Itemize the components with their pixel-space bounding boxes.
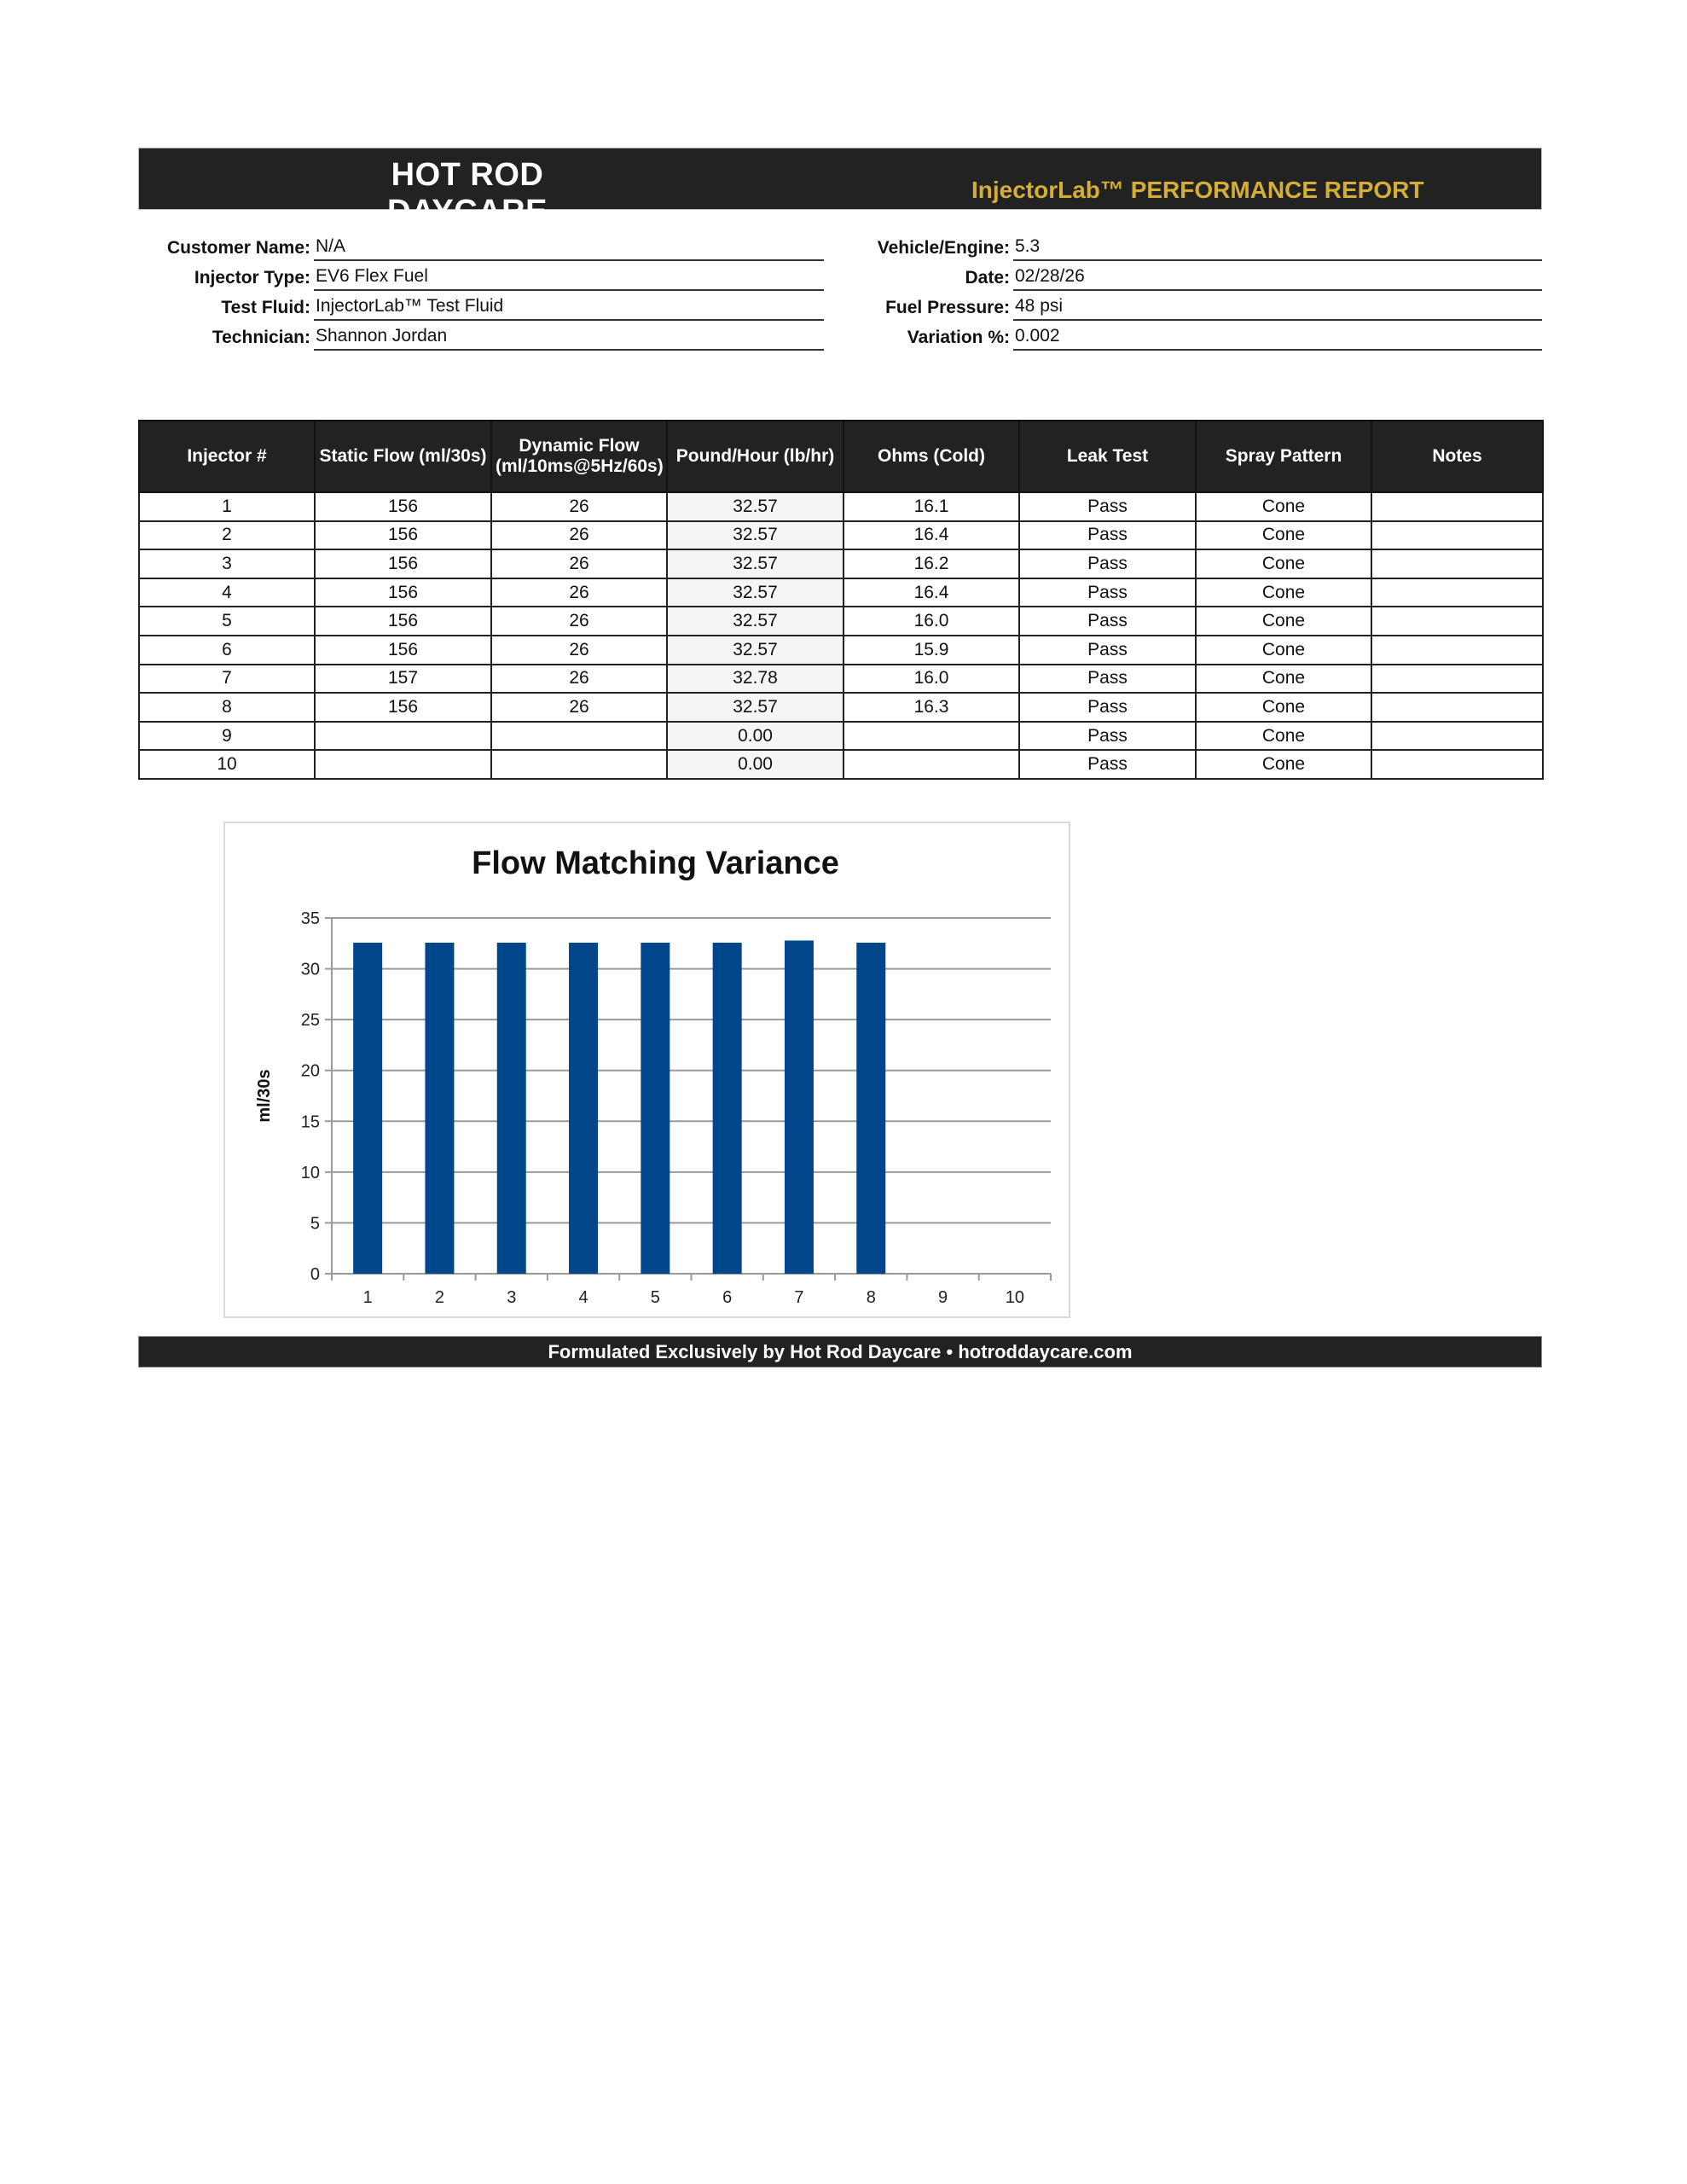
cell-dynamic-flow	[491, 722, 667, 751]
cell-injector: 4	[139, 578, 315, 607]
info-date	[831, 262, 1542, 291]
table-row	[139, 521, 1543, 550]
cell-ohms: 15.9	[844, 636, 1019, 665]
info-label: Injector Type:	[194, 268, 310, 288]
footer-bar: Formulated Exclusively by Hot Rod Daycare • hotroddaycare.com	[138, 1336, 1542, 1368]
cell-injector: 2	[139, 521, 315, 550]
table-header-row	[139, 421, 1543, 492]
table-row	[139, 665, 1543, 694]
cell-leak-test: Pass	[1019, 750, 1196, 779]
cell-ohms	[844, 750, 1019, 779]
cell-spray-pattern: Cone	[1196, 665, 1371, 694]
y-tick-label: 25	[300, 1011, 320, 1031]
cell-pound-hour: 0.00	[667, 750, 844, 779]
cell-spray-pattern: Cone	[1196, 693, 1371, 722]
cell-dynamic-flow: 26	[491, 636, 667, 665]
info-vehicle-engine	[831, 232, 1542, 261]
cell-spray-pattern: Cone	[1196, 722, 1371, 751]
cell-notes	[1371, 492, 1543, 521]
y-tick-label: 20	[300, 1061, 320, 1081]
x-tick-label: 2	[434, 1288, 445, 1307]
cell-leak-test: Pass	[1019, 693, 1196, 722]
column-header-ohms: Ohms (Cold)	[844, 421, 1019, 492]
cell-leak-test: Pass	[1019, 636, 1196, 665]
cell-spray-pattern: Cone	[1196, 549, 1371, 578]
y-tick-label: 10	[300, 1163, 320, 1182]
cell-ohms: 16.0	[844, 607, 1019, 636]
cell-pound-hour: 32.57	[667, 693, 844, 722]
cell-injector: 6	[139, 636, 315, 665]
injector-results-table	[138, 420, 1544, 780]
info-label: Test Fluid:	[221, 298, 310, 317]
cell-leak-test: Pass	[1019, 492, 1196, 521]
cell-static-flow: 156	[315, 607, 491, 636]
bar	[856, 943, 885, 1274]
cell-notes	[1371, 693, 1543, 722]
cell-notes	[1371, 578, 1543, 607]
info-value: 0.002	[1013, 323, 1542, 351]
cell-leak-test: Pass	[1019, 521, 1196, 550]
cell-injector: 3	[139, 549, 315, 578]
cell-leak-test: Pass	[1019, 722, 1196, 751]
info-value: 48 psi	[1013, 293, 1542, 321]
cell-static-flow	[315, 750, 491, 779]
cell-pound-hour: 32.57	[667, 492, 844, 521]
cell-dynamic-flow: 26	[491, 549, 667, 578]
table-body	[139, 492, 1543, 779]
column-header-dynamic-flow: Dynamic Flow (ml/10ms@5Hz/60s)	[491, 421, 667, 492]
cell-static-flow: 156	[315, 492, 491, 521]
y-tick-label: 0	[310, 1265, 320, 1284]
cell-injector: 1	[139, 492, 315, 521]
cell-dynamic-flow	[491, 750, 667, 779]
x-tick-label: 7	[794, 1288, 804, 1307]
bar	[641, 943, 670, 1274]
cell-ohms: 16.3	[844, 693, 1019, 722]
cell-spray-pattern: Cone	[1196, 750, 1371, 779]
bar	[497, 943, 526, 1274]
cell-leak-test: Pass	[1019, 607, 1196, 636]
info-variation	[831, 322, 1542, 351]
info-injector-type	[138, 262, 824, 291]
info-customer-name	[138, 232, 824, 261]
cell-ohms: 16.2	[844, 549, 1019, 578]
table-row	[139, 693, 1543, 722]
report-header-bar	[138, 148, 1542, 229]
column-header-notes: Notes	[1371, 421, 1543, 492]
company-name: HOT ROD DAYCARE	[387, 157, 548, 229]
x-tick-label: 4	[578, 1288, 588, 1307]
cell-leak-test: Pass	[1019, 665, 1196, 694]
cell-spray-pattern: Cone	[1196, 578, 1371, 607]
cell-dynamic-flow: 26	[491, 521, 667, 550]
cell-static-flow: 157	[315, 665, 491, 694]
cell-injector: 9	[139, 722, 315, 751]
y-tick-label: 15	[300, 1112, 320, 1132]
cell-notes	[1371, 636, 1543, 665]
cell-spray-pattern: Cone	[1196, 636, 1371, 665]
cell-pound-hour: 32.78	[667, 665, 844, 694]
cell-pound-hour: 32.57	[667, 636, 844, 665]
cell-injector: 5	[139, 607, 315, 636]
cell-pound-hour: 32.57	[667, 607, 844, 636]
y-axis-label: ml/30s	[255, 1069, 274, 1123]
column-header-leak-test: Leak Test	[1019, 421, 1196, 492]
cell-dynamic-flow: 26	[491, 693, 667, 722]
cell-injector: 10	[139, 750, 315, 779]
cell-pound-hour: 32.57	[667, 549, 844, 578]
info-label: Date:	[965, 268, 1010, 288]
report-title: InjectorLab™ PERFORMANCE REPORT	[971, 177, 1424, 203]
cell-injector: 8	[139, 693, 315, 722]
bar	[713, 943, 742, 1274]
bar	[353, 943, 382, 1274]
table-row	[139, 549, 1543, 578]
column-header-injector: Injector #	[139, 421, 315, 492]
cell-notes	[1371, 665, 1543, 694]
cell-leak-test: Pass	[1019, 578, 1196, 607]
cell-notes	[1371, 750, 1543, 779]
bar	[569, 943, 598, 1274]
y-tick-label: 5	[310, 1214, 320, 1234]
info-label: Technician:	[212, 328, 310, 347]
cell-leak-test: Pass	[1019, 549, 1196, 578]
info-value: EV6 Flex Fuel	[314, 264, 824, 291]
cell-injector: 7	[139, 665, 315, 694]
column-header-spray-pattern: Spray Pattern	[1196, 421, 1371, 492]
cell-static-flow: 156	[315, 578, 491, 607]
info-label: Vehicle/Engine:	[877, 238, 1010, 258]
x-tick-label: 3	[507, 1288, 517, 1307]
cell-pound-hour: 0.00	[667, 722, 844, 751]
flow-matching-chart	[223, 822, 1070, 1318]
column-header-pound-hour: Pound/Hour (lb/hr)	[667, 421, 844, 492]
y-tick-label: 35	[300, 909, 320, 928]
cell-notes	[1371, 722, 1543, 751]
cell-dynamic-flow: 26	[491, 607, 667, 636]
table-row	[139, 636, 1543, 665]
table-row	[139, 750, 1543, 779]
info-label: Variation %:	[907, 328, 1010, 347]
cell-notes	[1371, 607, 1543, 636]
x-tick-label: 10	[1005, 1288, 1024, 1307]
y-tick-label: 30	[300, 960, 320, 979]
bar	[785, 940, 814, 1274]
info-technician	[138, 322, 824, 351]
table-row	[139, 607, 1543, 636]
cell-ohms: 16.1	[844, 492, 1019, 521]
column-header-static-flow: Static Flow (ml/30s)	[315, 421, 491, 492]
cell-notes	[1371, 549, 1543, 578]
cell-ohms: 16.0	[844, 665, 1019, 694]
cell-notes	[1371, 521, 1543, 550]
bar-chart-plot	[225, 823, 1069, 1316]
info-fuel-pressure	[831, 292, 1542, 321]
cell-ohms: 16.4	[844, 578, 1019, 607]
cell-static-flow: 156	[315, 521, 491, 550]
cell-dynamic-flow: 26	[491, 665, 667, 694]
cell-spray-pattern: Cone	[1196, 521, 1371, 550]
info-label: Fuel Pressure:	[885, 298, 1010, 317]
info-value: N/A	[314, 234, 824, 261]
cell-static-flow: 156	[315, 636, 491, 665]
info-value: 5.3	[1013, 234, 1542, 261]
table-row	[139, 492, 1543, 521]
x-tick-label: 9	[937, 1288, 948, 1307]
x-tick-label: 6	[722, 1288, 733, 1307]
info-test-fluid	[138, 292, 824, 321]
bar	[425, 943, 454, 1274]
table-row	[139, 578, 1543, 607]
cell-pound-hour: 32.57	[667, 521, 844, 550]
info-value: 02/28/26	[1013, 264, 1542, 291]
info-label: Customer Name:	[166, 238, 310, 258]
cell-dynamic-flow: 26	[491, 492, 667, 521]
cell-ohms	[844, 722, 1019, 751]
x-tick-label: 5	[650, 1288, 660, 1307]
cell-static-flow	[315, 722, 491, 751]
x-tick-label: 8	[866, 1288, 876, 1307]
cell-pound-hour: 32.57	[667, 578, 844, 607]
cell-dynamic-flow: 26	[491, 578, 667, 607]
info-value: InjectorLab™ Test Fluid	[314, 293, 824, 321]
cell-static-flow: 156	[315, 549, 491, 578]
cell-spray-pattern: Cone	[1196, 492, 1371, 521]
x-tick-label: 1	[362, 1288, 373, 1307]
cell-ohms: 16.4	[844, 521, 1019, 550]
cell-spray-pattern: Cone	[1196, 607, 1371, 636]
table-row	[139, 722, 1543, 751]
cell-static-flow: 156	[315, 693, 491, 722]
info-value: Shannon Jordan	[314, 323, 824, 351]
chart-title: Flow Matching Variance	[472, 845, 839, 881]
